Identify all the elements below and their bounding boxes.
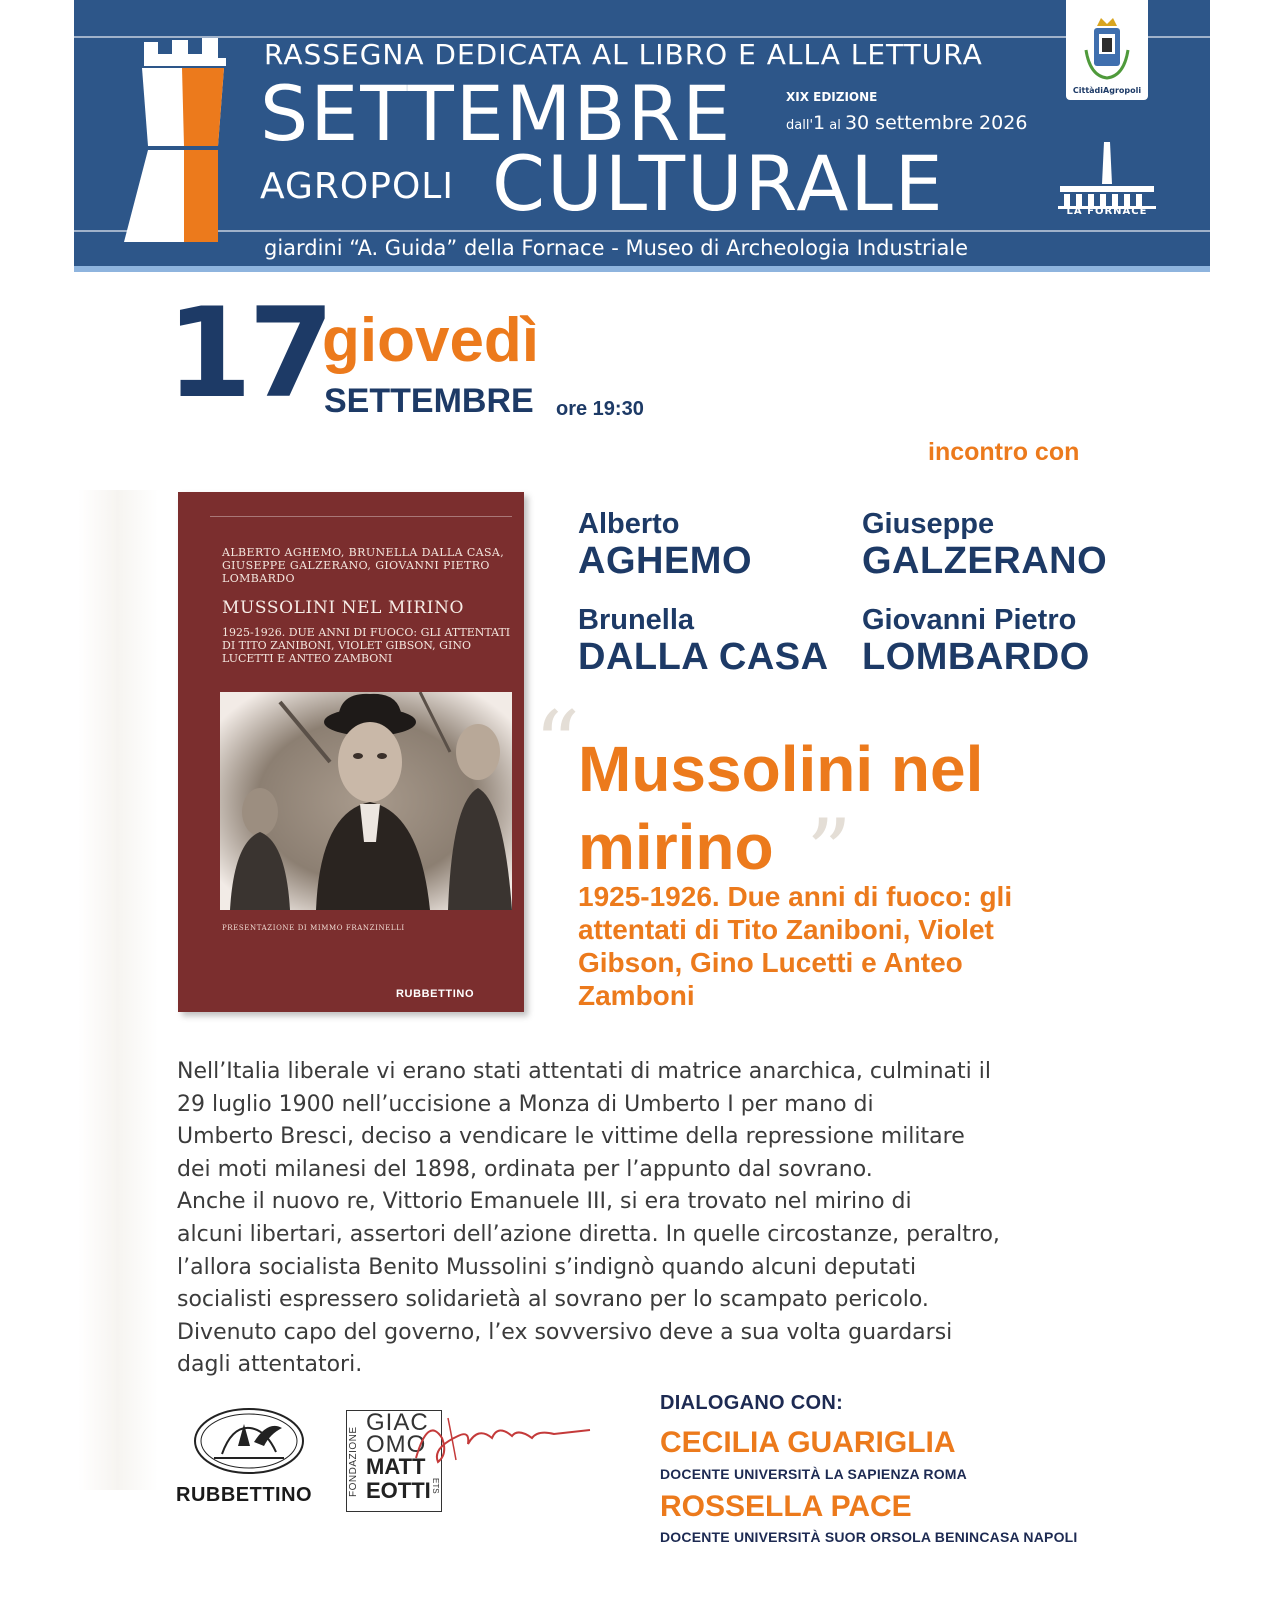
speaker-role: DOCENTE UNIVERSITÀ SUOR ORSOLA BENINCASA NAPOLI — [660, 1529, 1078, 1545]
city-crest-label: CittàdiAgropoli — [1072, 86, 1142, 95]
fondazione-vertical-text: FONDAZIONE — [348, 1426, 359, 1498]
dialogue-heading: DIALOGANO CON: — [660, 1392, 844, 1414]
cover-presentazione: PRESENTAZIONE DI MIMMO FRANZINELLI — [222, 924, 405, 932]
close-quote-mark: ” — [806, 800, 853, 905]
cover-rule — [210, 516, 512, 517]
description-line: l’allora socialista Benito Mussolini s’indignò quando alcuni deputati — [177, 1254, 917, 1280]
cover-title: MUSSOLINI NEL MIRINO — [222, 598, 465, 618]
event-time: ore 19:30 — [556, 398, 644, 420]
author-first-name: Giuseppe — [862, 508, 995, 540]
dates-num1: 1 — [813, 112, 826, 134]
book-cover — [178, 492, 524, 1012]
author-last-name: DALLA CASA — [578, 636, 829, 678]
matteotti-logo-line: GIAC — [366, 1409, 429, 1436]
author-last-name: LOMBARDO — [862, 636, 1090, 678]
event-weekday: giovedì — [322, 306, 540, 375]
description-line: 29 luglio 1900 nell’uccisione a Monza di Umberto I per mano di — [177, 1091, 874, 1117]
banner-dates — [786, 112, 1027, 134]
banner-baseline — [74, 266, 1210, 272]
description-line: Divenuto capo del governo, l’ex sovversivo deve a sua volta guardarsi — [177, 1319, 953, 1345]
meeting-with-label: incontro con — [928, 438, 1080, 466]
cover-subtitle: 1925-1926. DUE ANNI DI FUOCO: GLI ATTENTATI DI TITO ZANIBONI, VIOLET GIBSON, GINO LUCETTI E ANTEO ZAMBONI — [222, 626, 511, 665]
ets-label: ETS — [431, 1478, 440, 1494]
description-line: Nell’Italia liberale vi erano stati attentati di matrice anarchica, culminati il — [177, 1059, 991, 1084]
description-text — [177, 1056, 1137, 1382]
author-first-name: Alberto — [578, 508, 680, 540]
speaker-name: ROSSELLA PACE — [660, 1490, 912, 1523]
cover-publisher: RUBBETTINO — [396, 988, 475, 1000]
fornace-logo-icon — [1052, 140, 1162, 216]
dates-pre: dall' — [786, 118, 814, 133]
matteotti-logo-line: EOTTI — [366, 1478, 431, 1503]
description-line: dei moti milanesi del 1898, ordinata per l’appunto dal sovrano. — [177, 1156, 873, 1182]
city-crest — [1066, 0, 1148, 100]
banner-settembre: SETTEMBRE — [260, 69, 733, 158]
header-banner — [74, 0, 1210, 272]
rubbettino-emblem-icon — [192, 1406, 306, 1476]
open-quote-mark: “ — [534, 692, 581, 797]
author-last-name: GALZERANO — [862, 540, 1108, 582]
dates-mid: al — [825, 118, 845, 133]
background-tower-shadow — [78, 490, 158, 1490]
speaker-name: CECILIA GUARIGLIA — [660, 1426, 956, 1459]
description-line: Umberto Bresci, deciso a vendicare le vittime della repressione militare — [177, 1124, 965, 1150]
description-line: alcuni libertari, assertori dell’azione diretta. In quelle circostanze, peraltro, — [177, 1221, 1000, 1247]
banner-location: giardini “A. Guida” della Fornace - Museo di Archeologia Industriale — [264, 236, 969, 260]
speaker-role: DOCENTE UNIVERSITÀ LA SAPIENZA ROMA — [660, 1466, 967, 1482]
author-first-name: Giovanni Pietro — [862, 604, 1077, 636]
sponsor-logos — [172, 1400, 592, 1518]
tower-logo-icon — [122, 28, 252, 248]
rubbettino-logo-text: RUBBETTINO — [176, 1484, 313, 1506]
description-line: Anche il nuovo re, Vittorio Emanuele III, si era trovato nel mirino di — [177, 1189, 912, 1215]
matteotti-logo-line: MATT — [366, 1454, 426, 1479]
signature-icon — [408, 1408, 594, 1468]
banner-agropoli: AGROPOLI — [260, 166, 454, 207]
city-crest-icon — [1066, 0, 1148, 86]
dates-num2: 30 — [844, 112, 870, 134]
cover-photo-mussolini — [220, 692, 512, 910]
banner-culturale: CULTURALE — [492, 139, 945, 228]
event-day: 17 — [166, 282, 331, 426]
author-first-name: Brunella — [578, 604, 695, 636]
fornace-label: LA FORNACE — [1066, 206, 1148, 217]
description-line: dagli attentatori. — [177, 1352, 363, 1378]
event-month: SETTEMBRE — [324, 382, 534, 420]
author-last-name: AGHEMO — [578, 540, 752, 582]
banner-edizione: XIX EDIZIONE — [786, 90, 878, 104]
book-headline-title: Mussolini nel mirino — [578, 733, 984, 883]
banner-rassegna: RASSEGNA DEDICATA AL LIBRO E ALLA LETTURA — [264, 38, 983, 71]
book-headline-subtitle: 1925-1926. Due anni di fuoco: gli attentati di Tito Zaniboni, Violet Gibson, Gino Lucetti e Anteo Zamboni — [578, 881, 1013, 1011]
dates-post: settembre 2026 — [869, 112, 1028, 134]
cover-authors: ALBERTO AGHEMO, BRUNELLA DALLA CASA, GIUSEPPE GALZERANO, GIOVANNI PIETRO LOMBARDO — [222, 546, 505, 585]
matteotti-logo-line: OMO — [366, 1431, 427, 1458]
description-line: socialisti espressero solidarietà al sovrano per lo scampato pericolo. — [177, 1287, 929, 1313]
